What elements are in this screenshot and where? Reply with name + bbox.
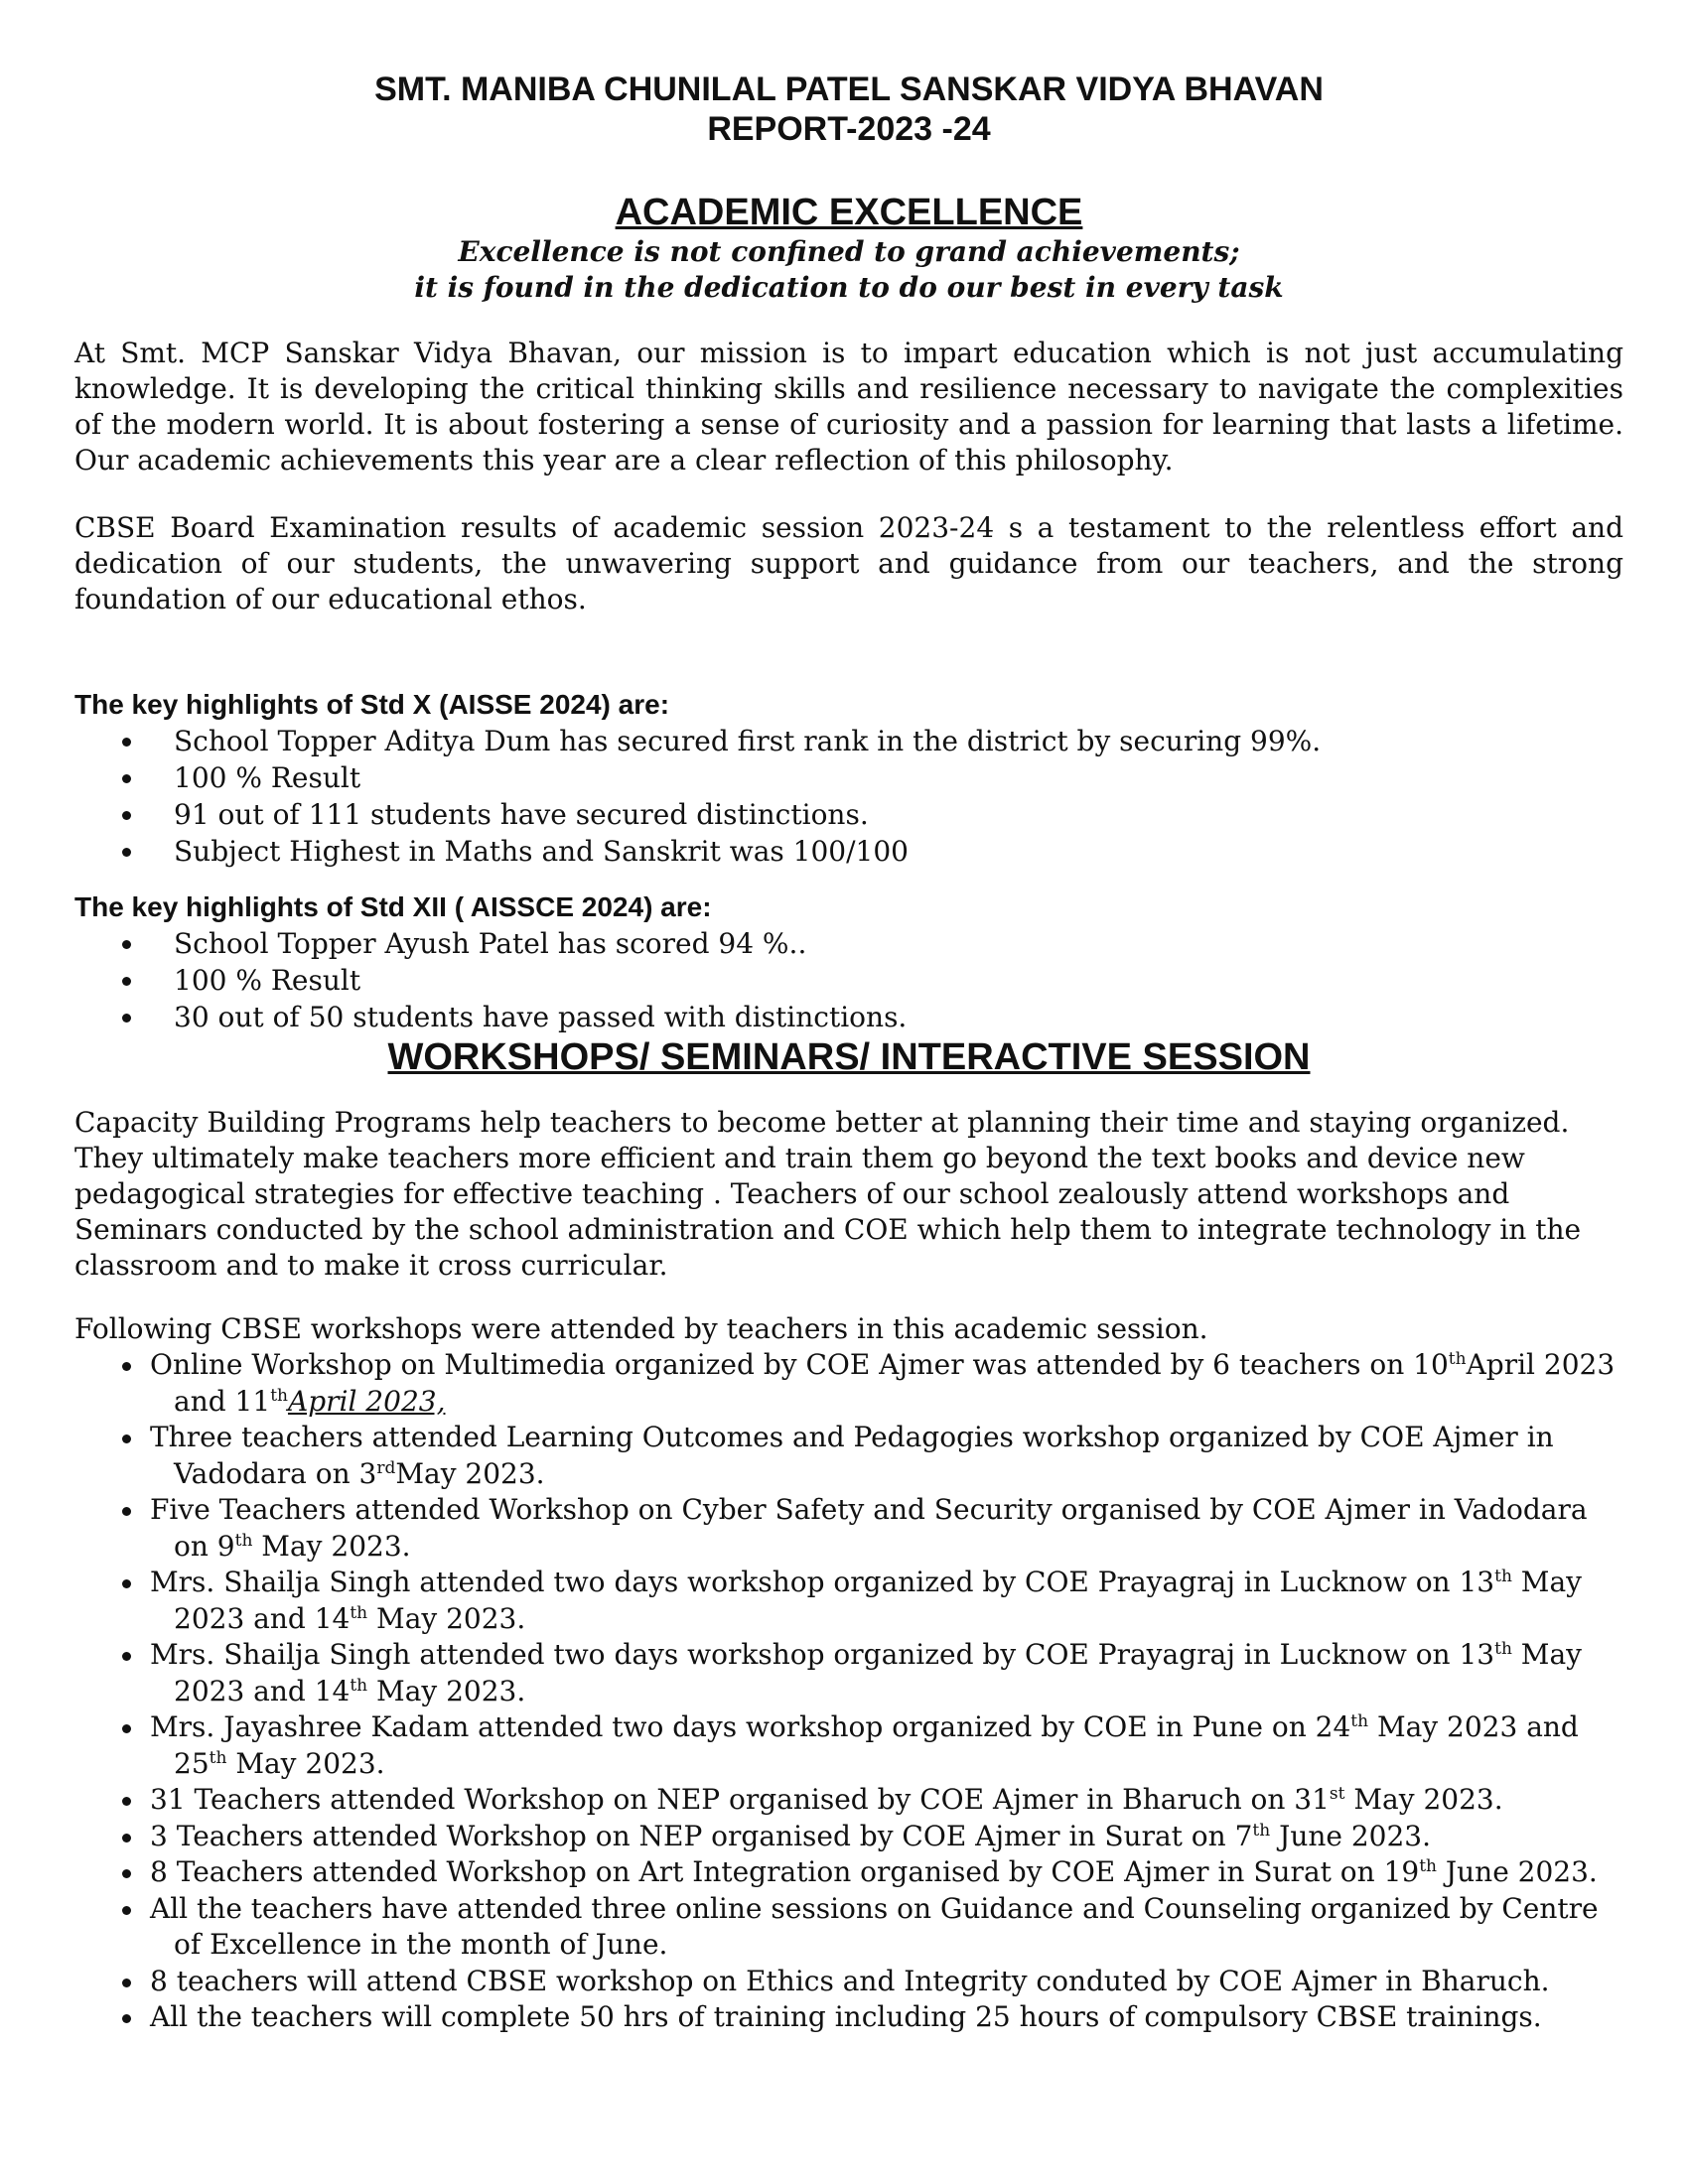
list-item: Mrs. Shailja Singh attended two days workshop organized by COE Prayagraj in Lucknow on 13th May 2023 and 14th May 2023. (74, 1565, 1623, 1637)
bullet-icon (122, 1906, 131, 1915)
list-item: School Topper Aditya Dum has secured first rank in the district by securing 99%. (74, 723, 1623, 759)
list-item: 100 % Result (74, 962, 1623, 999)
list-item: 8 Teachers attended Workshop on Art Integration organised by COE Ajmer in Surat on 19th June 2023. (74, 1854, 1623, 1891)
list-item: Subject Highest in Maths and Sanskrit was 100/100 (74, 833, 1623, 870)
bullet-icon (122, 2014, 131, 2023)
workshops-paragraph: Capacity Building Programs help teachers to become better at planning their time and staying organized. They ultimately make teachers more efficient and train them go beyond the text books and device new pedagogical strategies for effective teaching . Teachers of our school zealously attend workshops and Seminars conducted by the school administration and COE which help them to integrate technology in the classroom and to make it cross curricular. (74, 1106, 1582, 1282)
list-item: 100 % Result (74, 759, 1623, 796)
std-xii-highlights-list (74, 925, 1623, 1035)
list-item: 91 out of 111 students have secured distinctions. (74, 796, 1623, 833)
motto-line-2: it is found in the dedication to do our best in every task (414, 271, 1284, 304)
bullet-icon (122, 1979, 131, 1987)
bullet-icon (122, 977, 131, 986)
list-item: Mrs. Jayashree Kadam attended two days workshop organized by COE in Pune on 24th May 2023 and 25th May 2023. (74, 1709, 1623, 1782)
bullet-icon (122, 1724, 131, 1733)
bullet-icon (122, 1507, 131, 1516)
list-item: 8 teachers will attend CBSE workshop on Ethics and Integrity conduted by COE Ajmer in Bharuch. (74, 1964, 1623, 2000)
bullet-icon (122, 1652, 131, 1661)
workshops-heading: WORKSHOPS/ SEMINARS/ INTERACTIVE SESSION (387, 1036, 1311, 1078)
workshops-list (74, 1347, 1623, 2036)
list-item: Three teachers attended Learning Outcomes and Pedagogies workshop organized by COE Ajmer in Vadodara on 3rdMay 2023. (74, 1420, 1623, 1492)
list-item: 30 out of 50 students have passed with distinctions. (74, 999, 1623, 1035)
std-x-highlights-heading: The key highlights of Std X (AISSE 2024) are: (74, 689, 670, 720)
list-item: School Topper Ayush Patel has scored 94 %.. (74, 925, 1623, 962)
workshops-intro: Following CBSE workshops were attended by teachers in this academic session. (74, 1312, 1208, 1345)
list-item: 31 Teachers attended Workshop on NEP organised by COE Ajmer in Bharuch on 31st May 2023. (74, 1782, 1623, 1819)
report-page (74, 69, 1623, 2036)
bullet-icon (122, 1362, 131, 1371)
academic-paragraph-1: At Smt. MCP Sanskar Vidya Bhavan, our mission is to impart education which is not just accumulating knowledge. It is developing the critical thinking skills and resilience necessary to navigate the complexities of the modern world. It is about fostering a sense of curiosity and a passion for learning that lasts a lifetime. Our academic achievements this year are a clear reflection of this philosophy. (74, 337, 1623, 477)
list-item: Mrs. Shailja Singh attended two days workshop organized by COE Prayagraj in Lucknow on 13th May 2023 and 14th May 2023. (74, 1637, 1623, 1709)
bullet-icon (122, 1797, 131, 1806)
bullet-icon (122, 1579, 131, 1588)
list-item: Online Workshop on Multimedia organized by COE Ajmer was attended by 6 teachers on 10thApril 2023 and 11thApril 2023, (74, 1347, 1623, 1420)
school-name: SMT. MANIBA CHUNILAL PATEL SANSKAR VIDYA BHAVAN (374, 70, 1324, 108)
list-item: All the teachers have attended three online sessions on Guidance and Counseling organized by Centre of Excellence in the month of June. (74, 1891, 1623, 1964)
std-xii-highlights-heading: The key highlights of Std XII ( AISSCE 2024) are: (74, 891, 712, 922)
academic-paragraph-2: CBSE Board Examination results of academic session 2023-24 s a testament to the relentless effort and dedication of our students, the unwavering support and guidance from our teachers, and the strong foundation of our educational ethos. (74, 511, 1623, 615)
academic-excellence-heading: ACADEMIC EXCELLENCE (615, 192, 1083, 233)
bullet-icon (122, 1434, 131, 1443)
std-x-highlights-list (74, 723, 1623, 870)
bullet-icon (122, 940, 131, 949)
bullet-icon (122, 1869, 131, 1878)
bullet-icon (122, 738, 131, 747)
bullet-icon (122, 1014, 131, 1023)
motto-line-1: Excellence is not confined to grand achievements; (458, 235, 1240, 268)
report-title: REPORT-2023 -24 (707, 110, 991, 148)
list-item: 3 Teachers attended Workshop on NEP organised by COE Ajmer in Surat on 7th June 2023. (74, 1819, 1623, 1855)
list-item: Five Teachers attended Workshop on Cyber Safety and Security organised by COE Ajmer in Vadodara on 9th May 2023. (74, 1492, 1623, 1565)
list-item: All the teachers will complete 50 hrs of training including 25 hours of compulsory CBSE trainings. (74, 1999, 1623, 2036)
bullet-icon (122, 848, 131, 857)
bullet-icon (122, 774, 131, 783)
bullet-icon (122, 1834, 131, 1843)
bullet-icon (122, 811, 131, 820)
